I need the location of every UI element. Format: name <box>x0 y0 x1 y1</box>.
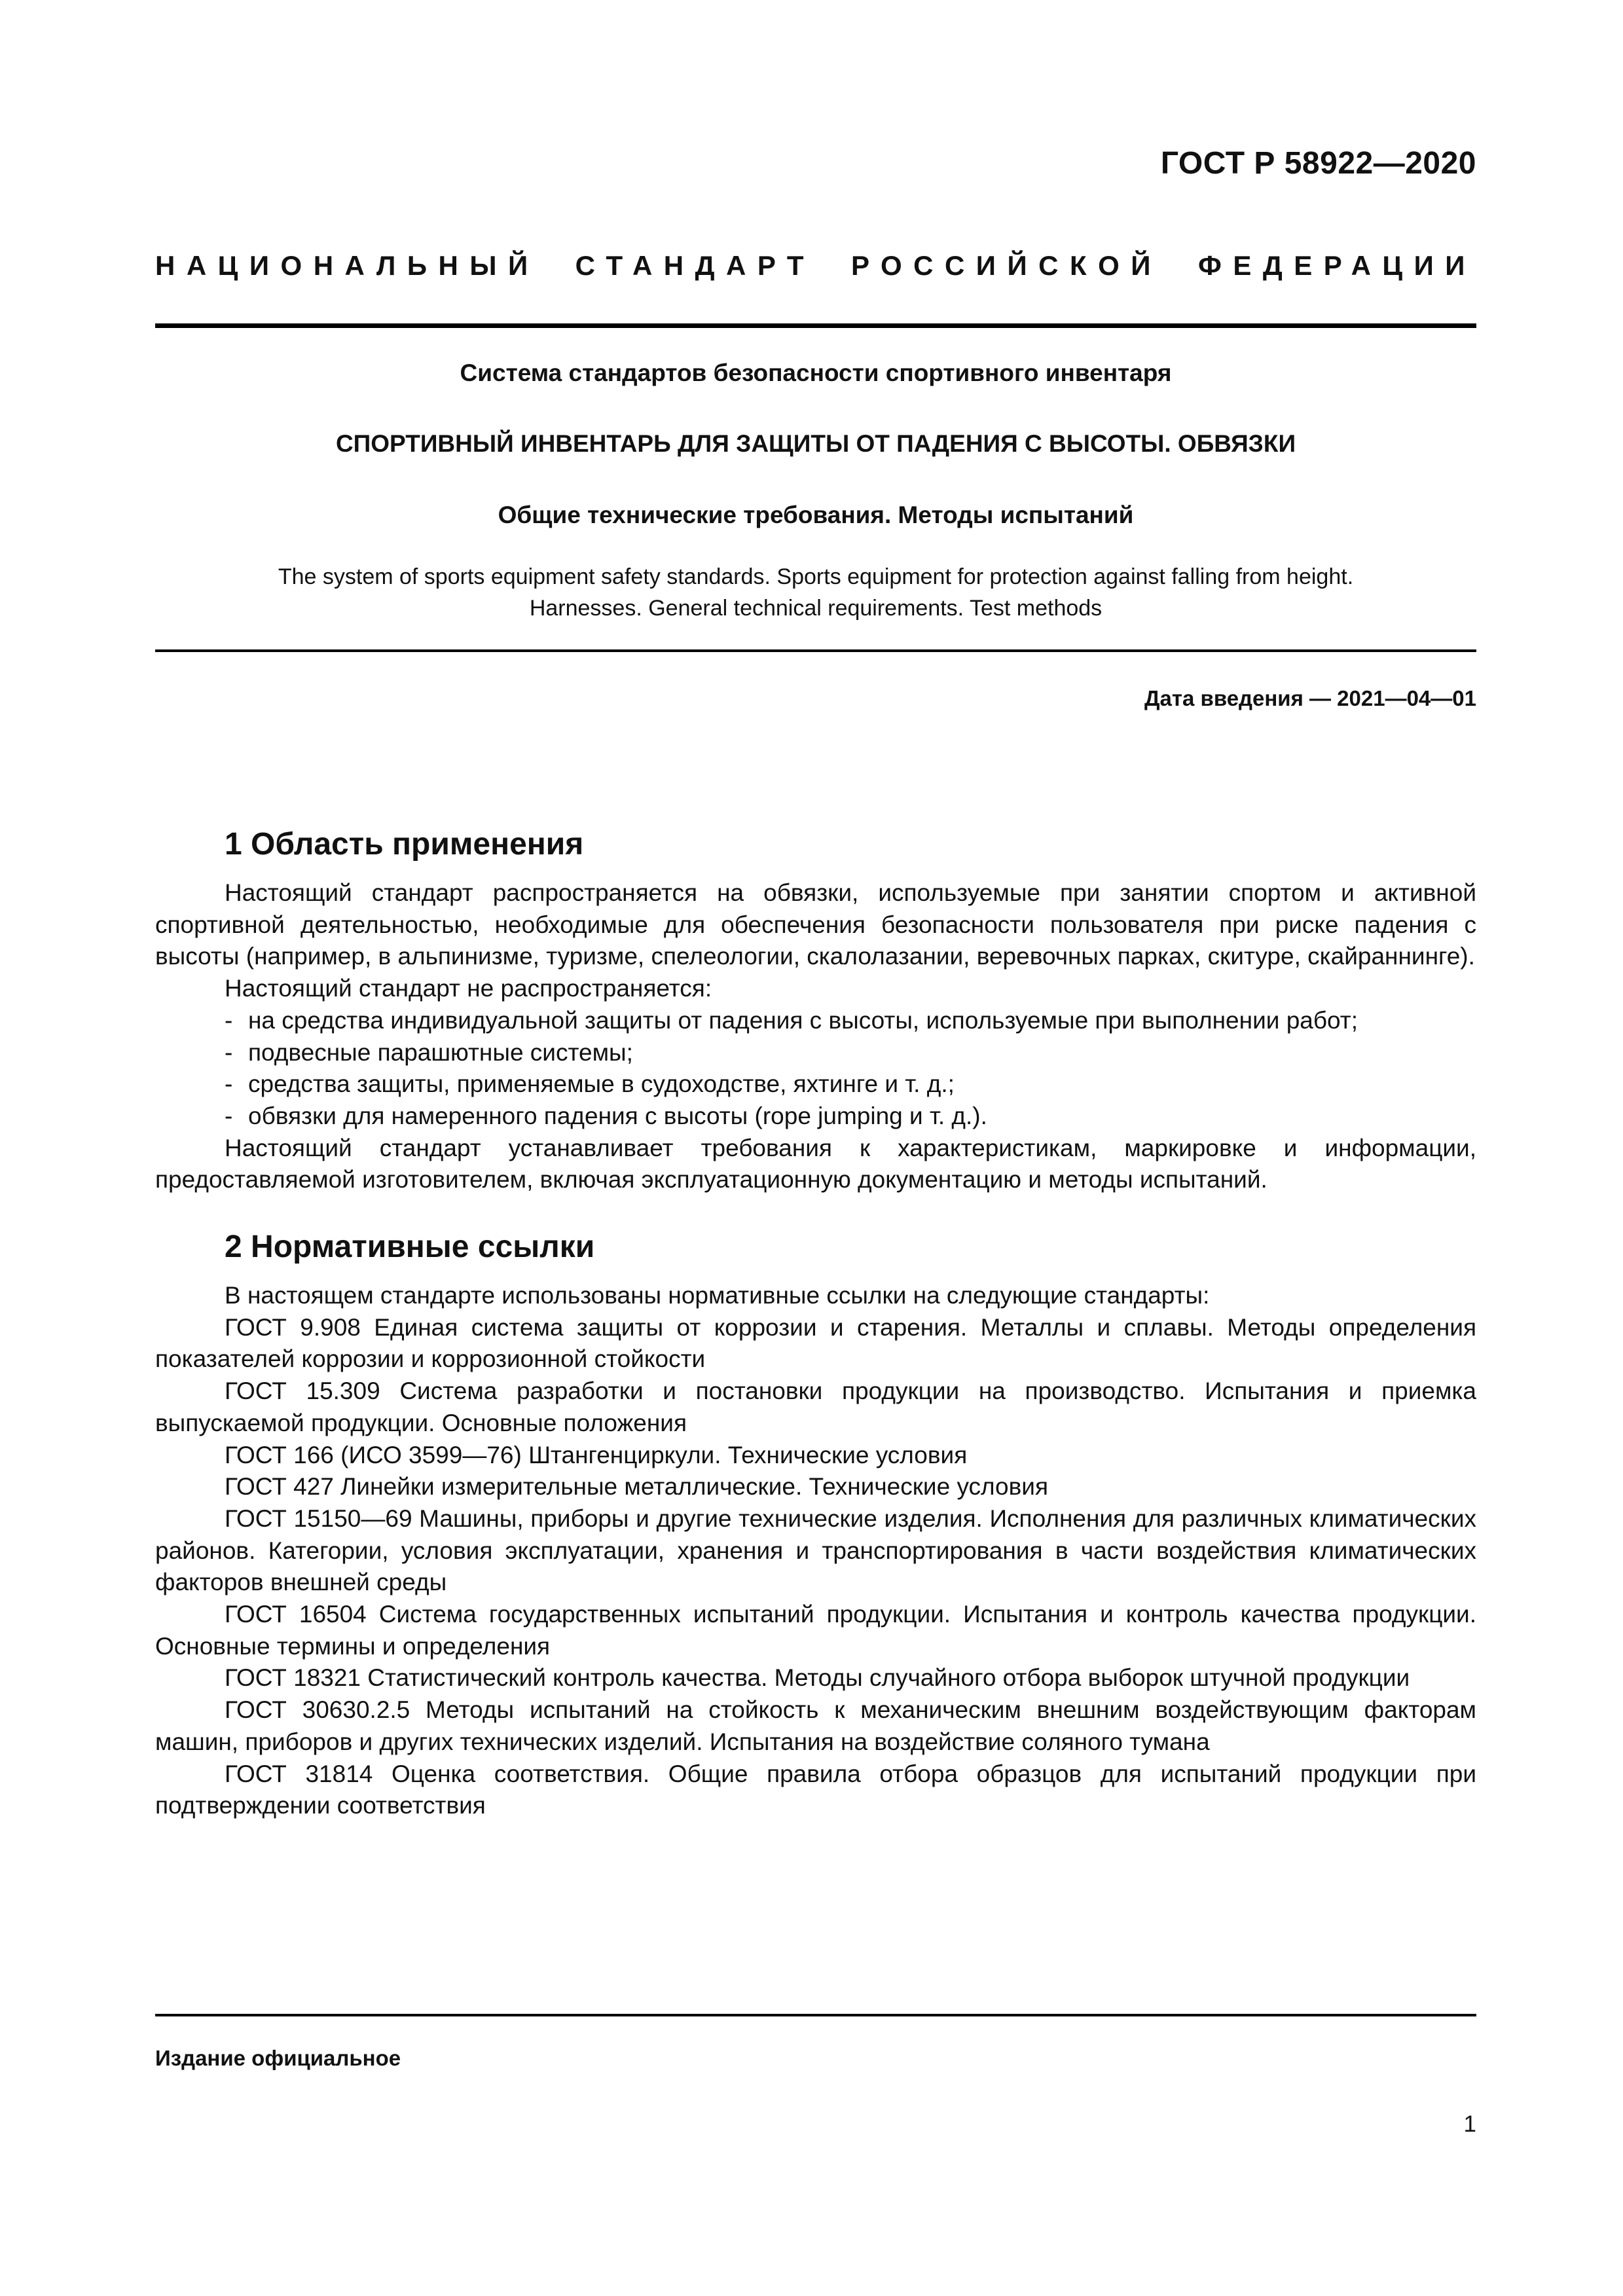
normative-reference: ГОСТ 427 Линейки измерительные металлические. Технические условия <box>225 1473 1048 1501</box>
normative-reference: ГОСТ 166 (ИСО 3599—76) Штангенциркули. Технические условия <box>225 1441 968 1468</box>
exclusion-item-2 <box>155 1037 1476 1069</box>
normative-reference: ГОСТ 18321 Статистический контроль качества. Методы случайного отбора выборок штучной продукции <box>225 1664 1410 1692</box>
document-body <box>155 825 1476 1822</box>
exclusion-item-1 <box>155 1005 1476 1037</box>
document-main-title: СПОРТИВНЫЙ ИНВЕНТАРЬ ДЛЯ ЗАЩИТЫ ОТ ПАДЕНИЯ С ВЫСОТЫ. ОБВЯЗКИ <box>335 430 1296 457</box>
normative-reference: ГОСТ 30630.2.5 Методы испытаний на стойкость к механическим внешним воздействующим факторам машин, приборов и других технических изделий. Испытания на воздействие соляного тумана <box>155 1696 1476 1755</box>
list-dash: - <box>225 1038 233 1066</box>
header-divider <box>155 323 1476 328</box>
footer-divider <box>155 2014 1476 2016</box>
exclusion-item-text: подвесные парашютные системы; <box>248 1038 633 1066</box>
title-divider <box>155 649 1476 652</box>
normative-reference: ГОСТ 31814 Оценка соответствия. Общие правила отбора образцов для испытаний продукции при подтверждении соответствия <box>155 1760 1476 1819</box>
list-dash: - <box>225 1070 233 1098</box>
normative-reference: ГОСТ 9.908 Единая система защиты от коррозии и старения. Металлы и сплавы. Методы определения показателей коррозии и коррозионной стойкости <box>155 1313 1476 1373</box>
english-title <box>155 561 1476 624</box>
list-dash: - <box>225 1102 233 1129</box>
section-1-heading: 1 Область применения <box>225 827 584 862</box>
exclusion-item-text: средства защиты, применяемые в судоходстве, яхтинге и т. д.; <box>248 1070 955 1098</box>
official-edition-label: Издание официальное <box>155 2046 401 2070</box>
standard-series-title: Система стандартов безопасности спортивного инвентаря <box>460 359 1172 386</box>
english-title-line-2: Harnesses. General technical requirements. Test methods <box>529 596 1103 621</box>
section-1-paragraph-3: Настоящий стандарт устанавливает требования к характеристикам, маркировке и информации, предоставляемой изготовителем, включая эксплуатационную документацию и методы испытаний. <box>155 1134 1476 1194</box>
normative-reference: ГОСТ 16504 Система государственных испытаний продукции. Испытания и контроль качества продукции. Основные термины и определения <box>155 1601 1476 1660</box>
title-block <box>155 359 1476 624</box>
normative-reference: ГОСТ 15.309 Система разработки и постановки продукции на производство. Испытания и приемка выпускаемой продукции. Основные положения <box>155 1377 1476 1436</box>
normative-reference: ГОСТ 15150—69 Машины, приборы и другие технические изделия. Исполнения для различных климатических районов. Категории, условия эксплуатации, хранения и транспортирования в части воздействия климатических факторов внешней среды <box>155 1504 1476 1596</box>
section-1-paragraph-1: Настоящий стандарт распространяется на обвязки, используемые при занятии спортом и активной спортивной деятельностью, необходимые для обеспечения безопасности пользователя при риске падения с высоты (например, в альпинизме, туризме, спелеологии, скалолазании, веревочных парках, скитуре, скайраннинге). <box>155 879 1476 970</box>
section-1-paragraph-2: Настоящий стандарт не распространяется: <box>225 975 712 1002</box>
standard-number: ГОСТ Р 58922—2020 <box>1160 146 1476 181</box>
document-page <box>155 0 1476 2296</box>
exclusion-item-text: обвязки для намеренного падения с высоты (rope jumping и т. д.). <box>248 1102 987 1129</box>
document-subtitle: Общие технические требования. Методы испытаний <box>498 501 1134 528</box>
exclusion-item-text: на средства индивидуальной защиты от падения с высоты, используемые при выполнении работ; <box>248 1006 1359 1034</box>
national-standard-banner: НАЦИОНАЛЬНЫЙ СТАНДАРТ РОССИЙСКОЙ ФЕДЕРАЦИИ <box>155 250 1476 281</box>
list-dash: - <box>225 1006 233 1034</box>
section-2-intro: В настоящем стандарте использованы нормативные ссылки на следующие стандарты: <box>225 1282 1210 1309</box>
exclusion-item-3 <box>155 1068 1476 1101</box>
exclusion-item-4 <box>155 1101 1476 1133</box>
introduction-date: Дата введения — 2021—04—01 <box>1144 686 1476 710</box>
page-number: 1 <box>1463 2111 1476 2137</box>
section-2-heading: 2 Нормативные ссылки <box>225 1230 595 1265</box>
english-title-line-1: The system of sports equipment safety standards. Sports equipment for protection against falling from height. <box>278 564 1354 589</box>
